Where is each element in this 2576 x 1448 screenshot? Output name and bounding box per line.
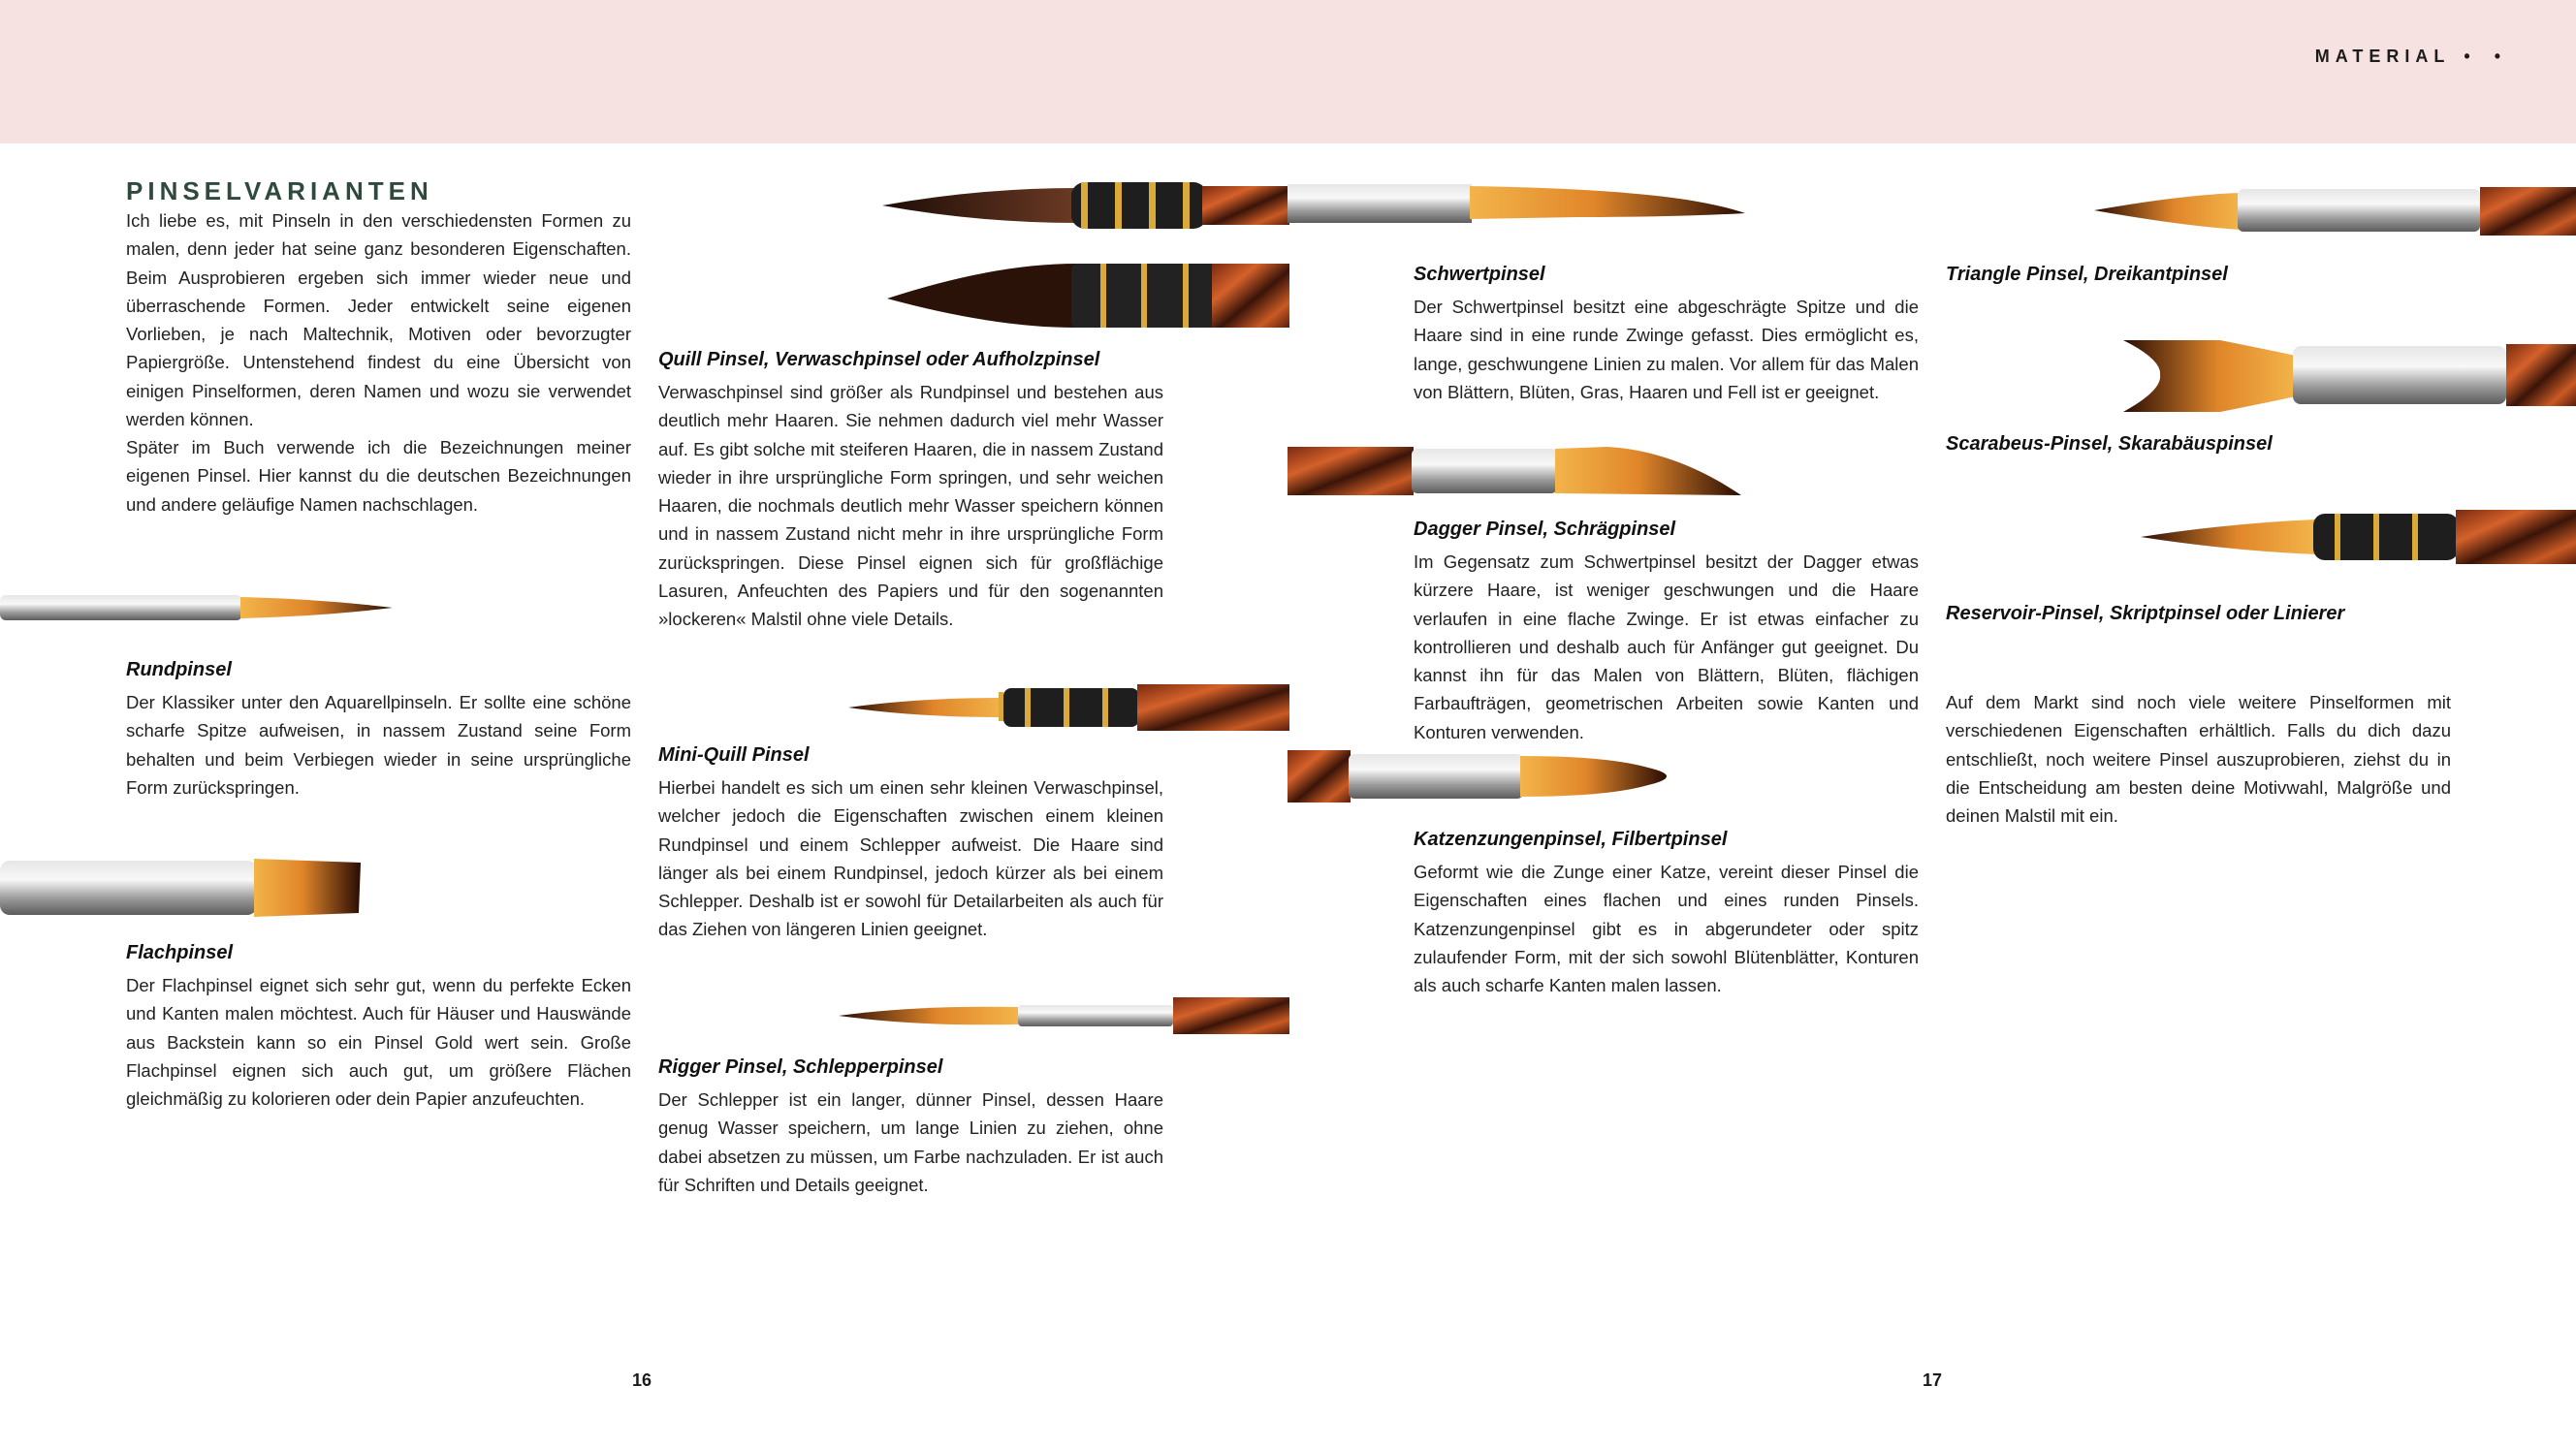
round-brush-image (0, 582, 398, 636)
triangle-brush-image (2094, 181, 2576, 239)
brush-name-filbert: Katzenzungenpinsel, Filbertpinsel (1414, 829, 1728, 850)
reservoir-brush-image (2141, 504, 2576, 568)
filbert-brush-image (1288, 746, 1685, 806)
quill-brush-image-2 (887, 260, 1289, 331)
brush-name-round: Rundpinsel (126, 659, 232, 680)
dagger-brush-image (1288, 441, 1743, 501)
brush-text-mini-quill: Hierbei handelt es sich um einen sehr kleinen Verwaschpinsel, welcher jedoch die Eigenschaften zwischen einem kleinen Rundpinsel und einem Schlepper aufweist. Die Haare sind länger als bei einem Rundpinsel, jedoch kürzer als bei einem Schlepper. Deshalb ist er sowohl für Detailarbeiten als auch für das Ziehen von längeren Linien geeignet. (658, 777, 1163, 940)
brush-name-dagger: Dagger Pinsel, Schrägpinsel (1414, 519, 1676, 540)
sword-brush-image (1288, 174, 1748, 233)
brush-name-scarabeus: Scarabeus-Pinsel, Skarabäuspinsel (1946, 433, 2273, 455)
brush-name-triangle: Triangle Pinsel, Dreikantpinsel (1946, 264, 2228, 285)
page-number-left: 16 (632, 1370, 652, 1390)
intro-paragraph-2: Später im Buch verwende ich die Bezeichnungen meiner eigenen Pinsel. Hier kannst du die deutschen Bezeichnungen und andere geläufige Namen nachschlagen. (126, 437, 631, 515)
brush-text-flat: Der Flachpinsel eignet sich sehr gut, wenn du perfekte Ecken und Kanten malen möchtest. Auch für Häuser und Hauswände aus Backstein kann so ein Pinsel Gold wert sein. Große Flachpinsel eignen sich auch gut, um größere Flächen gleichmäßig zu kolorieren oder dein Papier anzufeuchten. (126, 975, 631, 1110)
brush-text-quill: Verwaschpinsel sind größer als Rundpinsel und bestehen aus deutlich mehr Haaren. Sie nehmen dadurch viel mehr Wasser auf. Es gibt solche mit steiferen Haaren, die in nassem Zustand wieder in ihre ursprüngliche Form springen, und sehr weichen Haaren, die nochmals deutlich mehr Wasser speichern können und in nassem Zustand nicht mehr in ihre ursprüngliche Form zurückspringen. Diese Pinsel eignen sich für großflächige Lasuren, Anfeuchten des Papiers und für den sogenannten »lockeren« Malstil ohne viele Details. (658, 382, 1163, 630)
mini-quill-brush-image (848, 678, 1289, 733)
page-number-right: 17 (1923, 1370, 1943, 1390)
scarabeus-brush-image (2123, 334, 2576, 416)
page-title: PINSELVARIANTEN (126, 176, 433, 205)
brush-name-quill: Quill Pinsel, Verwaschpinsel oder Aufholzpinsel (658, 349, 1100, 370)
quill-brush-image-1 (882, 174, 1289, 236)
brush-text-round: Der Klassiker unter den Aquarellpinseln. Er sollte eine schöne scharfe Spitze aufweisen, in nassem Zustand seine Form behalten und beim Verbiegen wieder in seine ursprüngliche Form zurückspringen. (126, 692, 631, 798)
brush-name-rigger: Rigger Pinsel, Schlepperpinsel (658, 1056, 943, 1078)
brush-text-sword: Der Schwertpinsel besitzt eine abgeschrägte Spitze und die Haare sind in eine runde Zwinge gefasst. Dies ermöglicht es, lange, geschwungene Linien zu malen. Vor allem für das Malen von Blättern, Blüten, Gras, Haaren und Fell ist er geeignet. (1414, 297, 1919, 402)
brush-name-flat: Flachpinsel (126, 942, 234, 963)
flat-brush-image (0, 853, 364, 923)
intro-paragraph: Ich liebe es, mit Pinseln in den verschiedensten Formen zu malen, denn jeder hat seine ganz besonderen Eigenschaften. Beim Ausprobieren ergeben sich immer wieder neue und überraschende Formen. Jeder entwickelt seine eigenen Vorlieben, je nach Maltechnik, Motiven oder bevorzugter Papiergröße. Untenstehend findest du eine Übersicht von einigen Pinselformen, deren Namen und wozu sie verwendet werden können. (126, 210, 631, 430)
brush-text-dagger: Im Gegensatz zum Schwertpinsel besitzt der Dagger etwas kürzere Haare, ist weniger geschwungen und die Haare verlaufen in eine flache Zwinge. Er ist etwas einfacher zu kontrollieren und deshalb auch für Anfänger gut geeignet. Du kannst ihn für das Malen von Blättern, Blüten, flächigen Farbaufträgen, geometrischen Arbeiten sowie Kanten und Konturen verwenden. (1414, 551, 1919, 742)
brush-text-rigger: Der Schlepper ist ein langer, dünner Pinsel, dessen Haare genug Wasser speichern, um lange Linien zu ziehen, ohne dabei absetzen zu müssen, um Farbe nachzuladen. Er ist auch für Schriften und Details geeignet. (658, 1089, 1163, 1195)
section-label-text: MATERIAL (2314, 47, 2451, 66)
header-band (0, 0, 2576, 143)
outro-paragraph: Auf dem Markt sind noch viele weitere Pinselformen mit verschiedenen Eigenschaften erhältlich. Falls du dich dazu entschließt, noch weitere Pinsel auszuprobieren, ziehst du in die Entscheidung am besten deine Motivwahl, Malgröße und deinen Malstil mit ein. (1946, 692, 2451, 827)
brush-text-filbert: Geformt wie die Zunge einer Katze, vereint dieser Pinsel die Eigenschaften eines flachen und eines runden Pinsels. Katzenzungenpinsel gibt es in abgerundeter oder spitz zulaufender Form, mit der sich sowohl Blütenblätter, Konturen als auch scharfe Kanten malen lassen. (1414, 862, 1919, 996)
brush-name-sword: Schwertpinsel (1414, 264, 1545, 285)
section-label (2315, 47, 2510, 67)
brush-name-reservoir: Reservoir-Pinsel, Skriptpinsel oder Linierer (1946, 603, 2345, 624)
section-dots: • • (2464, 47, 2510, 66)
brush-name-mini-quill: Mini-Quill Pinsel (658, 744, 810, 766)
rigger-brush-image (839, 993, 1289, 1038)
